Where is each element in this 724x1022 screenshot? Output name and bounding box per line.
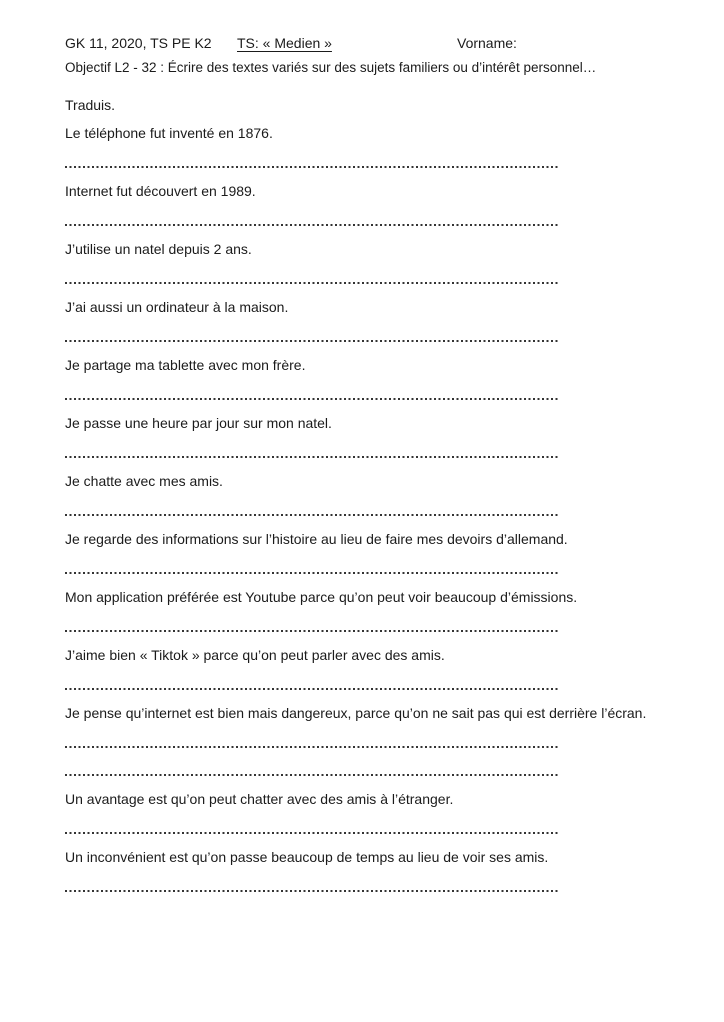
- worksheet-item: [65, 843, 658, 892]
- sentence-text: Je chatte avec mes amis.: [65, 473, 223, 489]
- objective-line: Objectif L2 - 32 : Écrire des textes variés sur des sujets familiers ou d’intérêt personnel…: [65, 60, 597, 75]
- sentence-text: J’utilise un natel depuis 2 ans.: [65, 241, 252, 257]
- answer-line: [65, 630, 558, 632]
- answer-line: [65, 746, 558, 748]
- worksheet-item: [65, 293, 658, 342]
- answer-line: [65, 282, 558, 284]
- worksheet-item: [65, 699, 658, 776]
- answer-line: [65, 398, 558, 400]
- sentence-text: Je passe une heure par jour sur mon natel.: [65, 415, 332, 431]
- sentence-text: Mon application préférée est Youtube parce qu’on peut voir beaucoup d’émissions.: [65, 589, 578, 605]
- worksheet-item: [65, 467, 658, 516]
- answer-line: [65, 514, 558, 516]
- sentence-text: Je pense qu’internet est bien mais dangereux, parce qu’on ne sait pas qui est derrière l’écran.: [65, 705, 647, 721]
- answer-line: [65, 572, 558, 574]
- topic-title: TS: « Medien »: [237, 35, 332, 51]
- worksheet-item: [65, 119, 658, 168]
- worksheet-item: [65, 583, 658, 632]
- worksheet-item: [65, 351, 658, 400]
- worksheet-item: [65, 409, 658, 458]
- answer-line: [65, 774, 558, 776]
- sentence-text: Je regarde des informations sur l’histoire au lieu de faire mes devoirs d’allemand.: [65, 531, 568, 547]
- sentence-text: Le téléphone fut inventé en 1876.: [65, 125, 273, 141]
- sentence-text: J’aime bien « Tiktok » parce qu’on peut parler avec des amis.: [65, 647, 445, 663]
- worksheet-item: [65, 235, 658, 284]
- worksheet-item: [65, 785, 658, 834]
- sentence-text: J’ai aussi un ordinateur à la maison.: [65, 299, 289, 315]
- answer-line: [65, 688, 558, 690]
- header: [65, 33, 658, 53]
- sentence-text: Un avantage est qu’on peut chatter avec des amis à l’étranger.: [65, 791, 454, 807]
- worksheet-item: [65, 641, 658, 690]
- answer-line: [65, 166, 558, 168]
- sentence-text: Un inconvénient est qu’on passe beaucoup de temps au lieu de voir ses amis.: [65, 849, 549, 865]
- worksheet-item: [65, 525, 658, 574]
- instruction: Traduis.: [65, 97, 116, 113]
- sentence-text: Internet fut découvert en 1989.: [65, 183, 256, 199]
- answer-line: [65, 832, 558, 834]
- sentence-text: Je partage ma tablette avec mon frère.: [65, 357, 306, 373]
- worksheet-item: [65, 177, 658, 226]
- answer-line: [65, 224, 558, 226]
- answer-line: [65, 456, 558, 458]
- worksheet-items: [65, 119, 658, 892]
- answer-line: [65, 340, 558, 342]
- answer-line: [65, 890, 558, 892]
- name-label: Vorname:: [457, 35, 517, 51]
- course-code: GK 11, 2020, TS PE K2: [65, 35, 212, 51]
